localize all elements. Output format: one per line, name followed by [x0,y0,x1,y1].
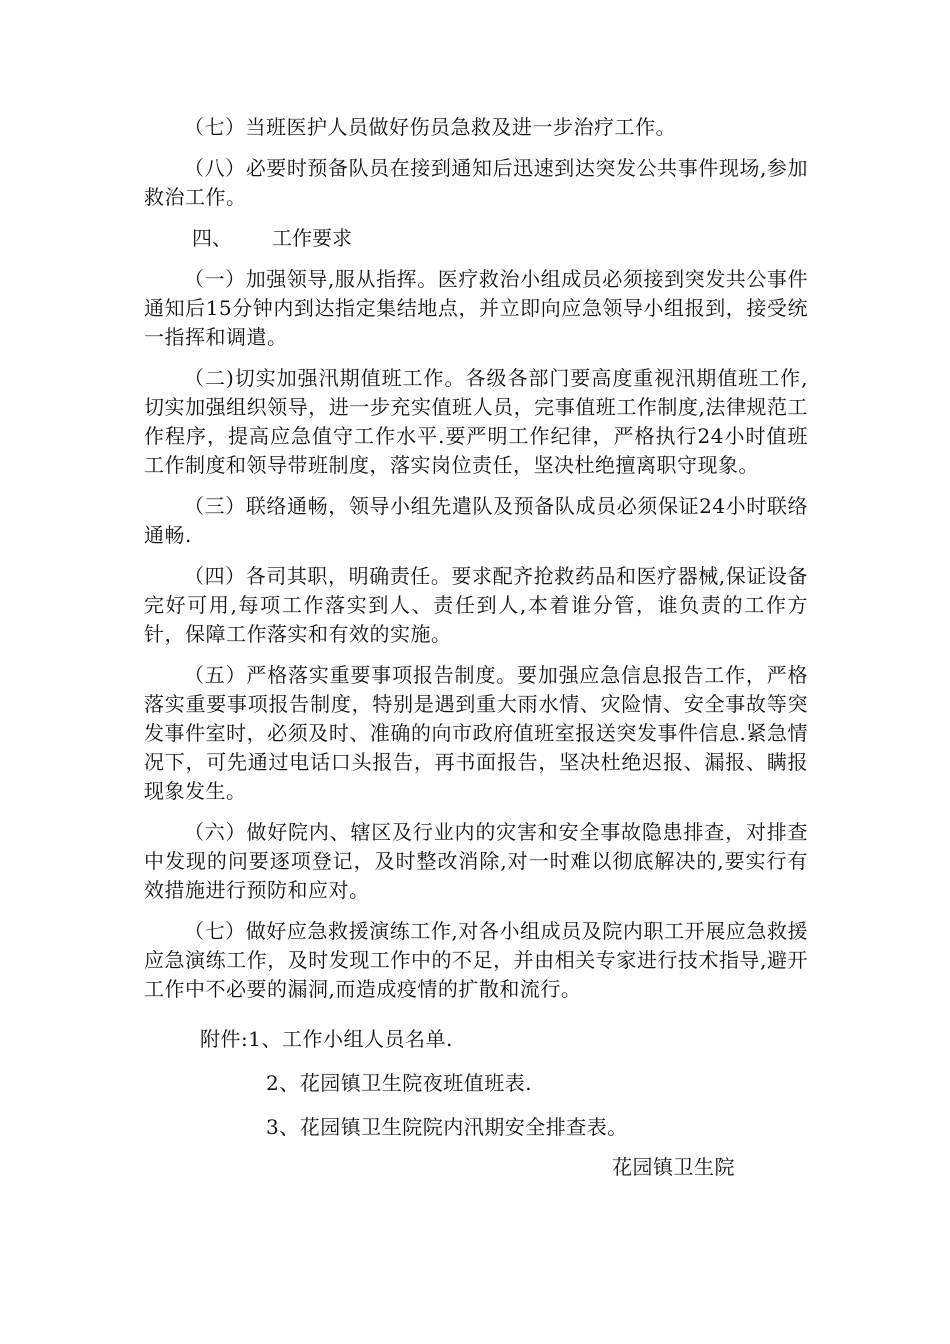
signature-organization: 花园镇卫生院 [612,1155,735,1179]
requirement-1: （一）加强领导,服从指挥。医疗救治小组成员必须接到突发共公事件通知后15分钟内到达指定集结地点，并立即向应急领导小组报到，接受统一指挥和调遣。 [144,267,808,349]
section-heading [144,224,808,253]
document-body [144,113,808,1016]
attachment-item-2: 2、花园镇卫生院夜班值班表. [266,1071,533,1095]
attachments-list [200,1025,800,1157]
section-number: 四、 [192,226,232,250]
requirement-4: （四）各司其职，明确责任。要求配齐抢救药品和医疗器械,保证设备完好可用,每项工作落实到人、责任到人,本着谁分管，谁负责的工作方针，保障工作落实和有效的实施。 [144,564,808,646]
paragraph-item-7-treatment: （七）当班医护人员做好伤员急救及进一步治疗工作。 [184,115,676,139]
paragraph-item-8-reserve: （八）必要时预备队员在接到通知后迅速到达突发公共事件现场,参加救治工作。 [144,156,808,209]
section-title: 工作要求 [272,226,352,250]
requirement-3: （三）联络通畅，领导小组先遣队及预备队成员必须保证24小时联络通畅. [144,494,808,547]
attachment-item-1: 附件:1、工作小组人员名单. [200,1027,453,1051]
attachment-item-3: 3、花园镇卫生院院内汛期安全排查表。 [266,1115,628,1139]
requirement-2: （二)切实加强汛期值班工作。各级各部门要高度重视汛期值班工作,切实加强组织领导，进一步充实值班人员，完事值班工作制度,法律规范工作程序，提高应急值守工作水平.要严明工作纪律，严格执行24小时值班工作制度和领导带班制度，落实岗位责任，坚决杜绝擅离职守现象。 [144,366,808,477]
requirement-6: （六）做好院内、辖区及行业内的灾害和安全事故隐患排查，对排查中发现的问要逐项登记，及时整改消除,对一时难以彻底解决的,要实行有效措施进行预防和应对。 [144,820,808,902]
requirement-7: （七）做好应急救援演练工作,对各小组成员及院内职工开展应急救援应急演练工作，及时发现工作中的不足，并由相关专家进行技术指导,避开工作中不必要的漏洞,而造成疫情的扩散和流行。 [144,919,808,1001]
requirement-5: （五）严格落实重要事项报告制度。要加强应急信息报告工作，严格落实重要事项报告制度，特别是遇到重大雨水情、灾险情、安全事故等突发事件室时，必须及时、准确的向市政府值班室报送突发事件信息.紧急情况下，可先通过电话口头报告，再书面报告，坚决杜绝迟报、漏报、瞒报现象发生。 [144,663,808,803]
